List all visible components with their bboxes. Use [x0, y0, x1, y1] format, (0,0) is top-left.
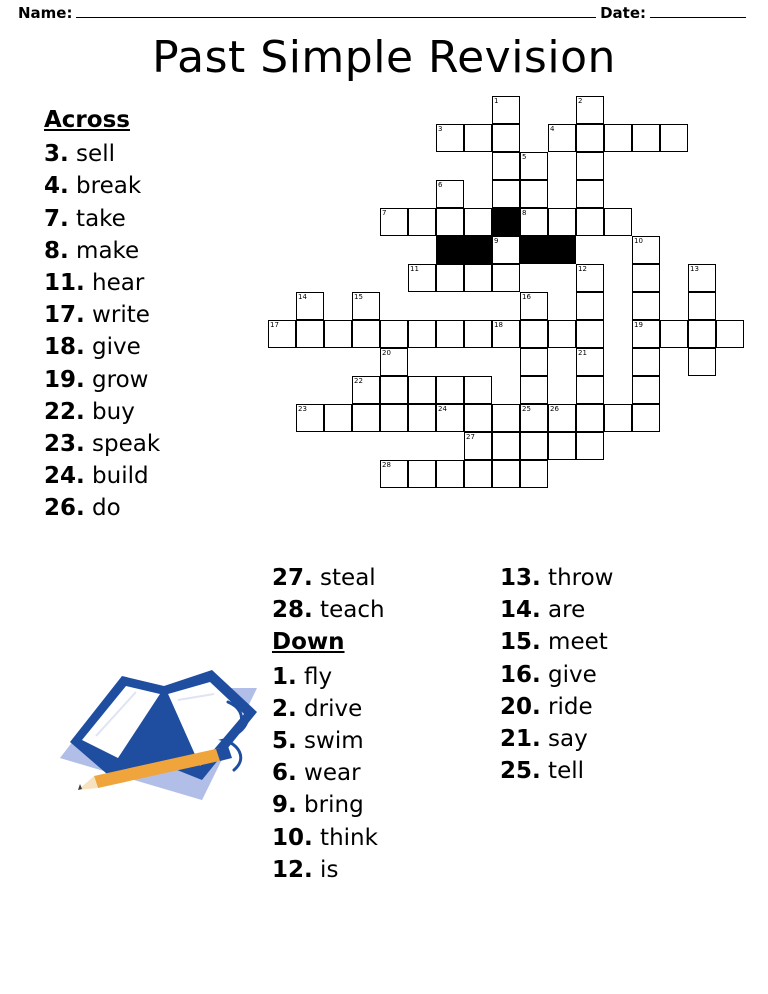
grid-cell[interactable]	[632, 124, 660, 152]
grid-cell[interactable]	[632, 320, 660, 348]
clue-word: take	[68, 205, 126, 232]
grid-cell-number: 27	[466, 433, 475, 441]
clue-word: grow	[84, 366, 149, 393]
clue-item	[44, 492, 160, 524]
clue-number: 4.	[44, 173, 69, 200]
grid-cell-blocked	[520, 236, 548, 264]
grid-cell[interactable]	[632, 348, 660, 376]
grid-cell-number: 13	[690, 265, 699, 273]
grid-cell[interactable]	[632, 376, 660, 404]
clue-item	[272, 822, 385, 854]
clue-number: 8.	[44, 237, 69, 264]
page-title: Past Simple Revision	[152, 32, 616, 83]
grid-cell[interactable]	[632, 404, 660, 432]
grid-cell[interactable]	[408, 208, 436, 236]
grid-cell[interactable]	[520, 292, 548, 320]
grid-cell[interactable]	[520, 152, 548, 180]
clue-item	[44, 170, 160, 202]
clue-item	[44, 203, 160, 235]
clue-item	[44, 396, 160, 428]
date-label: Date:	[600, 4, 646, 22]
grid-cell[interactable]	[688, 292, 716, 320]
clue-number: 12.	[272, 856, 313, 883]
clue-number: 25.	[500, 758, 541, 785]
clue-number: 17.	[44, 302, 85, 329]
clue-word: speak	[84, 430, 161, 457]
grid-cell-number: 18	[494, 321, 503, 329]
clue-item	[272, 725, 385, 757]
grid-cell[interactable]	[604, 124, 632, 152]
grid-cell-number: 26	[550, 405, 559, 413]
grid-cell-number: 6	[438, 181, 443, 189]
grid-cell[interactable]	[408, 264, 436, 292]
clue-word: tell	[540, 758, 585, 785]
clue-number: 5.	[272, 727, 297, 754]
clue-item	[500, 691, 614, 723]
clue-word: are	[540, 597, 586, 624]
grid-cell[interactable]	[548, 404, 576, 432]
grid-cell-number: 7	[382, 209, 387, 217]
grid-cell-number: 12	[578, 265, 587, 273]
clue-number: 6.	[272, 760, 297, 787]
grid-cell[interactable]	[660, 320, 688, 348]
grid-cell[interactable]	[464, 320, 492, 348]
clue-word: meet	[540, 629, 608, 656]
clue-item	[44, 428, 160, 460]
name-write-line	[76, 5, 596, 18]
clue-word: make	[68, 237, 140, 264]
grid-cell[interactable]	[576, 404, 604, 432]
grid-cell[interactable]	[492, 96, 520, 124]
clue-word: sell	[68, 141, 115, 168]
grid-cell[interactable]	[268, 320, 296, 348]
clue-number: 16.	[500, 661, 541, 688]
grid-cell[interactable]	[520, 376, 548, 404]
grid-cell[interactable]	[380, 348, 408, 376]
clue-item	[500, 626, 614, 658]
clue-number: 19.	[44, 366, 85, 393]
grid-cell[interactable]	[492, 236, 520, 264]
grid-cell[interactable]	[688, 320, 716, 348]
clue-item	[44, 460, 160, 492]
clue-word: wear	[296, 760, 361, 787]
grid-cell[interactable]	[464, 124, 492, 152]
clue-word: give	[84, 334, 141, 361]
clue-item	[44, 299, 160, 331]
grid-cell[interactable]	[408, 404, 436, 432]
grid-cell[interactable]	[464, 404, 492, 432]
grid-cell[interactable]	[296, 320, 324, 348]
clue-word: do	[84, 495, 121, 522]
grid-cell[interactable]	[576, 292, 604, 320]
grid-cell[interactable]	[436, 376, 464, 404]
grid-cell[interactable]	[492, 460, 520, 488]
grid-cell[interactable]	[492, 404, 520, 432]
grid-cell[interactable]	[548, 124, 576, 152]
grid-cell-number: 14	[298, 293, 307, 301]
clue-word: fly	[296, 663, 333, 690]
grid-cell[interactable]	[324, 320, 352, 348]
clue-word: give	[540, 661, 597, 688]
clue-item	[500, 562, 614, 594]
clue-item	[44, 235, 160, 267]
grid-cell[interactable]	[632, 264, 660, 292]
clue-word: throw	[540, 565, 614, 591]
grid-cell[interactable]	[464, 376, 492, 404]
grid-cell[interactable]	[492, 432, 520, 460]
grid-cell-number: 24	[438, 405, 447, 413]
grid-cell[interactable]	[352, 292, 380, 320]
clue-word: drive	[296, 695, 363, 722]
grid-cell[interactable]	[520, 348, 548, 376]
grid-cell[interactable]	[436, 180, 464, 208]
grid-cell[interactable]	[492, 320, 520, 348]
grid-cell-blocked	[436, 236, 464, 264]
grid-cell[interactable]	[576, 124, 604, 152]
clue-word: break	[68, 173, 142, 200]
grid-cell[interactable]	[716, 320, 744, 348]
grid-cell[interactable]	[576, 320, 604, 348]
clue-word: write	[84, 302, 150, 329]
clue-item	[272, 757, 385, 789]
clue-number: 18.	[44, 334, 85, 361]
clue-item	[44, 138, 160, 170]
name-label: Name:	[18, 4, 73, 22]
grid-cell-blocked	[464, 236, 492, 264]
grid-cell-number: 15	[354, 293, 363, 301]
grid-cell[interactable]	[436, 124, 464, 152]
clue-word: hear	[84, 269, 145, 296]
clue-item	[44, 267, 160, 299]
clue-number: 21.	[500, 725, 541, 752]
grid-cell[interactable]	[436, 320, 464, 348]
grid-cell-number: 10	[634, 237, 643, 245]
clue-number: 22.	[44, 398, 85, 425]
down-heading: Down	[272, 629, 345, 656]
grid-cell-number: 17	[270, 321, 279, 329]
grid-cell[interactable]	[352, 320, 380, 348]
grid-cell[interactable]	[548, 432, 576, 460]
grid-cell[interactable]	[576, 264, 604, 292]
grid-cell[interactable]	[492, 124, 520, 152]
grid-cell[interactable]	[492, 152, 520, 180]
clue-word: is	[312, 856, 339, 883]
grid-cell[interactable]	[548, 320, 576, 348]
crossword-grid[interactable]	[268, 96, 738, 536]
grid-cell[interactable]	[604, 208, 632, 236]
clue-item	[500, 755, 614, 787]
grid-cell-number: 25	[522, 405, 531, 413]
across-clue-column	[44, 104, 160, 524]
clue-item	[500, 659, 614, 691]
grid-cell-number: 2	[578, 97, 583, 105]
grid-cell[interactable]	[576, 208, 604, 236]
grid-cell[interactable]	[436, 460, 464, 488]
grid-cell[interactable]	[576, 96, 604, 124]
grid-cell[interactable]	[632, 236, 660, 264]
grid-cell[interactable]	[576, 348, 604, 376]
grid-cell[interactable]	[324, 404, 352, 432]
grid-cell[interactable]	[520, 208, 548, 236]
clue-number: 9.	[272, 792, 297, 819]
clue-number: 10.	[272, 824, 313, 851]
clue-item	[500, 594, 614, 626]
clue-item	[272, 789, 385, 821]
grid-cell-number: 9	[494, 237, 499, 245]
grid-cell-number: 4	[550, 125, 555, 133]
grid-cell[interactable]	[380, 376, 408, 404]
grid-cell-number: 8	[522, 209, 527, 217]
grid-cell-blocked	[548, 236, 576, 264]
grid-cell[interactable]	[660, 124, 688, 152]
clue-word: buy	[84, 398, 135, 425]
grid-cell[interactable]	[352, 404, 380, 432]
grid-cell[interactable]	[464, 432, 492, 460]
grid-cell[interactable]	[548, 208, 576, 236]
clue-word: ride	[540, 693, 593, 720]
down-clue-list-second	[500, 562, 614, 787]
clue-item	[44, 331, 160, 363]
clue-number: 3.	[44, 141, 69, 168]
grid-cell[interactable]	[576, 376, 604, 404]
clue-item	[44, 364, 160, 396]
grid-cell-number: 22	[354, 377, 363, 385]
clue-number: 14.	[500, 597, 541, 624]
clue-item	[272, 854, 385, 886]
across-continued-list	[272, 562, 385, 626]
clue-number: 1.	[272, 663, 297, 690]
grid-cell[interactable]	[520, 460, 548, 488]
date-write-line	[650, 5, 746, 18]
grid-cell[interactable]	[688, 348, 716, 376]
grid-cell-number: 20	[382, 349, 391, 357]
grid-cell-number: 28	[382, 461, 391, 469]
grid-cell-number: 11	[410, 265, 419, 273]
grid-cell[interactable]	[436, 264, 464, 292]
down-clue-list-first	[272, 661, 385, 886]
clue-word: think	[312, 824, 378, 851]
across-continued-and-down-column	[272, 562, 385, 886]
grid-cell[interactable]	[296, 404, 324, 432]
grid-cell[interactable]	[408, 460, 436, 488]
grid-cell[interactable]	[492, 180, 520, 208]
clue-item	[272, 562, 385, 594]
grid-cell[interactable]	[604, 404, 632, 432]
grid-cell[interactable]	[408, 320, 436, 348]
clue-item	[500, 723, 614, 755]
clue-word: bring	[296, 792, 364, 819]
grid-cell-number: 21	[578, 349, 587, 357]
clue-item	[272, 693, 385, 725]
grid-cell-number: 3	[438, 125, 443, 133]
grid-cell[interactable]	[520, 320, 548, 348]
grid-cell[interactable]	[464, 460, 492, 488]
grid-cell[interactable]	[520, 404, 548, 432]
clue-number: 28.	[272, 597, 313, 624]
down-continued-column	[500, 562, 614, 787]
clue-item	[272, 594, 385, 626]
across-heading: Across	[44, 107, 130, 133]
worksheet-header	[18, 4, 750, 26]
clue-number: 11.	[44, 269, 85, 296]
grid-cell-number: 16	[522, 293, 531, 301]
clue-word: teach	[312, 597, 385, 624]
grid-cell[interactable]	[520, 180, 548, 208]
grid-cell-blocked	[492, 208, 520, 236]
grid-cell[interactable]	[436, 404, 464, 432]
grid-cell[interactable]	[576, 432, 604, 460]
grid-cell-number: 1	[494, 97, 499, 105]
grid-cell[interactable]	[464, 264, 492, 292]
grid-cell[interactable]	[436, 208, 464, 236]
clue-number: 26.	[44, 495, 85, 522]
clue-number: 2.	[272, 695, 297, 722]
clue-number: 13.	[500, 565, 541, 591]
clue-word: say	[540, 725, 588, 752]
clue-number: 15.	[500, 629, 541, 656]
grid-cell[interactable]	[492, 264, 520, 292]
grid-cell-number: 19	[634, 321, 643, 329]
grid-cell[interactable]	[380, 208, 408, 236]
grid-cell[interactable]	[380, 404, 408, 432]
grid-cell[interactable]	[296, 292, 324, 320]
clue-number: 27.	[272, 565, 313, 591]
across-clue-list	[44, 138, 160, 524]
grid-cell[interactable]	[576, 152, 604, 180]
grid-cell[interactable]	[520, 432, 548, 460]
clue-word: build	[84, 463, 149, 490]
grid-cell[interactable]	[380, 320, 408, 348]
grid-cell[interactable]	[380, 460, 408, 488]
grid-cell[interactable]	[408, 376, 436, 404]
clue-word: steal	[312, 565, 376, 591]
clue-number: 24.	[44, 463, 85, 490]
grid-cell[interactable]	[352, 376, 380, 404]
clue-number: 23.	[44, 430, 85, 457]
grid-cell-number: 23	[298, 405, 307, 413]
grid-cell[interactable]	[632, 292, 660, 320]
open-book-icon	[52, 640, 267, 815]
grid-cell[interactable]	[688, 264, 716, 292]
clue-number: 7.	[44, 205, 69, 232]
clue-word: swim	[296, 727, 364, 754]
clue-number: 20.	[500, 693, 541, 720]
grid-cell[interactable]	[464, 208, 492, 236]
grid-cell[interactable]	[576, 180, 604, 208]
grid-cell-number: 5	[522, 153, 527, 161]
clue-item	[272, 661, 385, 693]
